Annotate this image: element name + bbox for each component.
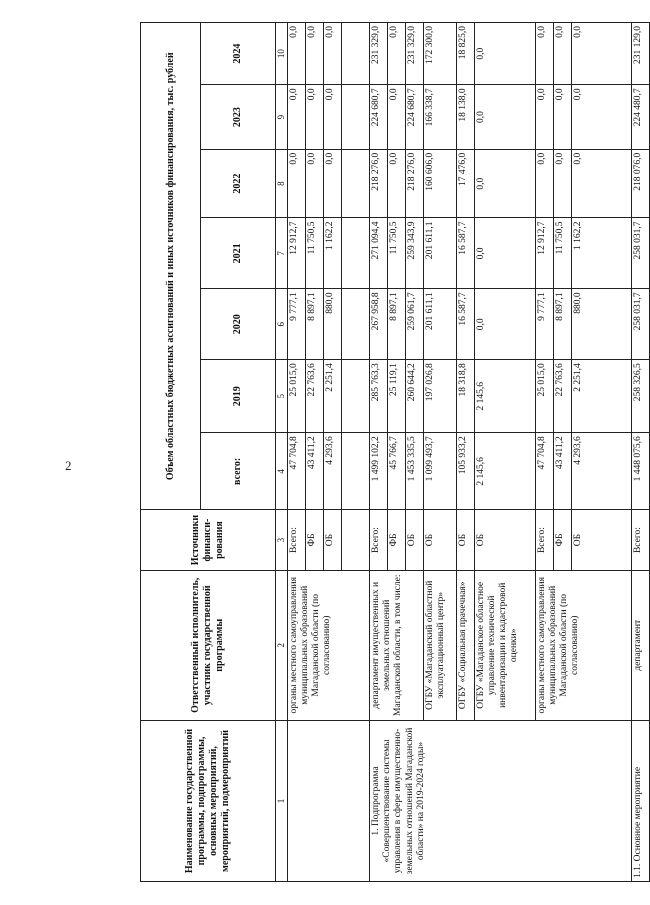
column-number: 6 [276,289,288,360]
value-cell: 0,0 [305,23,323,85]
value-cell: 17 476,0 [456,149,474,218]
value-cell: 2 145,6 [474,360,535,433]
header-year: 2020 [201,289,276,360]
value-cell: 0,0 [571,23,631,85]
participant-cell: ОГБУ «Магаданское областное управление технической инвентаризации и кадастровой оценки» [474,570,535,720]
dept-cell: департамент [631,570,649,720]
value-cell: 258 031,7 [631,218,649,289]
header-total: всего: [201,433,276,510]
value-cell: 18 138,0 [456,85,474,149]
value-cell: 25 119,1 [387,360,405,433]
value-cell: 45 766,7 [387,433,405,510]
page-number: 2 [65,458,72,473]
value-cell: 1 448 075,6 [631,433,649,510]
executor-cell: органы местного самоуправления муниципальных образований Магаданской области (по согласованию) [535,570,631,720]
rotated-table-sheet [140,22,650,882]
value-cell: 0,0 [553,85,571,149]
value-cell: 267 958,8 [369,289,387,360]
value-cell: 9 777,1 [287,289,305,360]
column-number: 8 [276,149,288,218]
header-year: 2024 [201,23,276,85]
value-cell: 0,0 [287,23,305,85]
table-row [631,23,649,882]
header-year: 2019 [201,360,276,433]
column-number: 4 [276,433,288,510]
value-cell: 0,0 [553,149,571,218]
source-cell: ОБ [456,510,474,570]
value-cell: 231 329,0 [369,23,387,85]
value-cell: 16 587,7 [456,289,474,360]
value-cell: 12 912,7 [287,218,305,289]
value-cell: 0,0 [387,23,405,85]
activity-name: 1.1. Основное мероприятие [631,720,649,881]
value-cell: 105 933,2 [456,433,474,510]
value-cell: 218 076,0 [631,149,649,218]
value-cell: 224 480,7 [631,85,649,149]
value-cell: 224 680,7 [406,85,424,149]
value-cell: 0,0 [305,85,323,149]
header-source: Источники финанси-рования [141,510,276,570]
value-cell: 0,0 [387,85,405,149]
subprogram-name: 1. Подпрограмма «Совершенствование системы управления в сфере имущественно-земельных отношений Магаданской области» на 2019-2024 годы» [369,720,631,881]
value-cell: 0,0 [474,289,535,360]
value-cell: 0,0 [571,149,631,218]
value-cell: 0,0 [387,149,405,218]
value-cell: 0,0 [305,149,323,218]
header-executor: Ответственный исполнитель, участник государственной программы [141,570,276,720]
value-cell: 0,0 [535,149,553,218]
value-cell: 224 680,7 [369,85,387,149]
value-cell: 11 750,5 [305,218,323,289]
value-cell: 1 499 102,2 [369,433,387,510]
value-cell: 258 031,7 [631,289,649,360]
source-cell: ОБ [474,510,535,570]
value-cell: 0,0 [323,85,341,149]
value-cell: 172 300,0 [424,23,456,85]
value-cell: 271 094,4 [369,218,387,289]
value-cell: 285 763,3 [369,360,387,433]
value-cell: 258 326,5 [631,360,649,433]
value-cell: 201 611,1 [424,218,456,289]
value-cell: 201 611,1 [424,289,456,360]
value-cell: 25 015,0 [535,360,553,433]
source-cell: ОБ [406,510,424,570]
value-cell: 0,0 [474,218,535,289]
value-cell: 47 704,8 [535,433,553,510]
value-cell: 0,0 [323,149,341,218]
value-cell: 43 411,2 [553,433,571,510]
source-cell: ФБ [387,510,405,570]
column-number: 2 [276,570,288,720]
value-cell: 259 061,7 [406,289,424,360]
value-cell: 218 276,0 [369,149,387,218]
value-cell: 259 343,9 [406,218,424,289]
value-cell: 197 026,8 [424,360,456,433]
value-cell: 0,0 [535,85,553,149]
value-cell: 1 162,2 [323,218,341,289]
column-number: 3 [276,510,288,570]
source-cell: Всего: [631,510,649,570]
source-cell: Всего: [287,510,305,570]
source-cell: ОБ [571,510,631,570]
value-cell: 8 897,1 [305,289,323,360]
value-cell: 0,0 [323,23,341,85]
value-cell: 218 276,0 [406,149,424,218]
column-number-row [276,23,288,882]
header-volume: Объем областных бюджетных ассигнований и иных источников финансирования, тыс. рублей [141,23,201,511]
value-cell: 18 318,8 [456,360,474,433]
value-cell: 43 411,2 [305,433,323,510]
value-cell: 160 606,0 [424,149,456,218]
value-cell: 231 129,0 [631,23,649,85]
value-cell: 1 453 335,5 [406,433,424,510]
column-number: 10 [276,23,288,85]
value-cell: 9 777,1 [535,289,553,360]
name-cell-empty [287,720,369,881]
column-number: 7 [276,218,288,289]
source-cell: Всего: [535,510,553,570]
value-cell: 0,0 [571,85,631,149]
value-cell: 0,0 [287,149,305,218]
dept-cell: департамент имущественных и земельных отношений Магаданской области, в том числе: [369,570,423,720]
value-cell: 2 145,6 [474,433,535,510]
source-cell: ОБ [424,510,456,570]
value-cell: 880,0 [323,289,341,360]
value-cell: 260 644,2 [406,360,424,433]
value-cell: 18 825,0 [456,23,474,85]
header-year: 2021 [201,218,276,289]
column-number: 9 [276,85,288,149]
participant-cell: ОГБУ «Социальная прачечная» [456,570,474,720]
column-number: 5 [276,360,288,433]
value-cell: 11 750,5 [553,218,571,289]
value-cell: 16 587,7 [456,218,474,289]
table-row [287,23,305,882]
value-cell: 0,0 [474,149,535,218]
header-year: 2023 [201,85,276,149]
value-cell: 4 293,6 [323,433,341,510]
value-cell: 0,0 [287,85,305,149]
value-cell: 8 897,1 [387,289,405,360]
value-cell: 166 338,7 [424,85,456,149]
source-cell: Всего: [369,510,387,570]
executor-cell: органы местного самоуправления муниципальных образований Магаданской области (по согласованию) [287,570,369,720]
value-cell: 0,0 [553,23,571,85]
value-cell: 11 750,5 [387,218,405,289]
value-cell: 22 763,6 [553,360,571,433]
table-row [369,23,387,882]
value-cell: 0,0 [474,85,535,149]
column-number: 1 [276,720,288,881]
value-cell: 47 704,8 [287,433,305,510]
header-year: 2022 [201,149,276,218]
header-name: Наименование государственной программы, подпрограммы, основных мероприятий, мероприятий, подмероприятий [141,720,276,881]
funding-table [140,22,650,882]
source-cell: ОБ [323,510,341,570]
value-cell: 2 251,4 [571,360,631,433]
value-cell: 880,0 [571,289,631,360]
value-cell: 12 912,7 [535,218,553,289]
source-cell: ФБ [305,510,323,570]
value-cell: 0,0 [535,23,553,85]
participant-cell: ОГБУ «Магаданский областной эксплуатационный центр» [424,570,456,720]
value-cell: 1 099 493,7 [424,433,456,510]
source-cell: ФБ [553,510,571,570]
value-cell: 0,0 [474,23,535,85]
value-cell: 1 162,2 [571,218,631,289]
value-cell: 2 251,4 [323,360,341,433]
value-cell: 8 897,1 [553,289,571,360]
value-cell: 22 763,6 [305,360,323,433]
value-cell: 231 329,0 [406,23,424,85]
value-cell: 25 015,0 [287,360,305,433]
value-cell: 4 293,6 [571,433,631,510]
